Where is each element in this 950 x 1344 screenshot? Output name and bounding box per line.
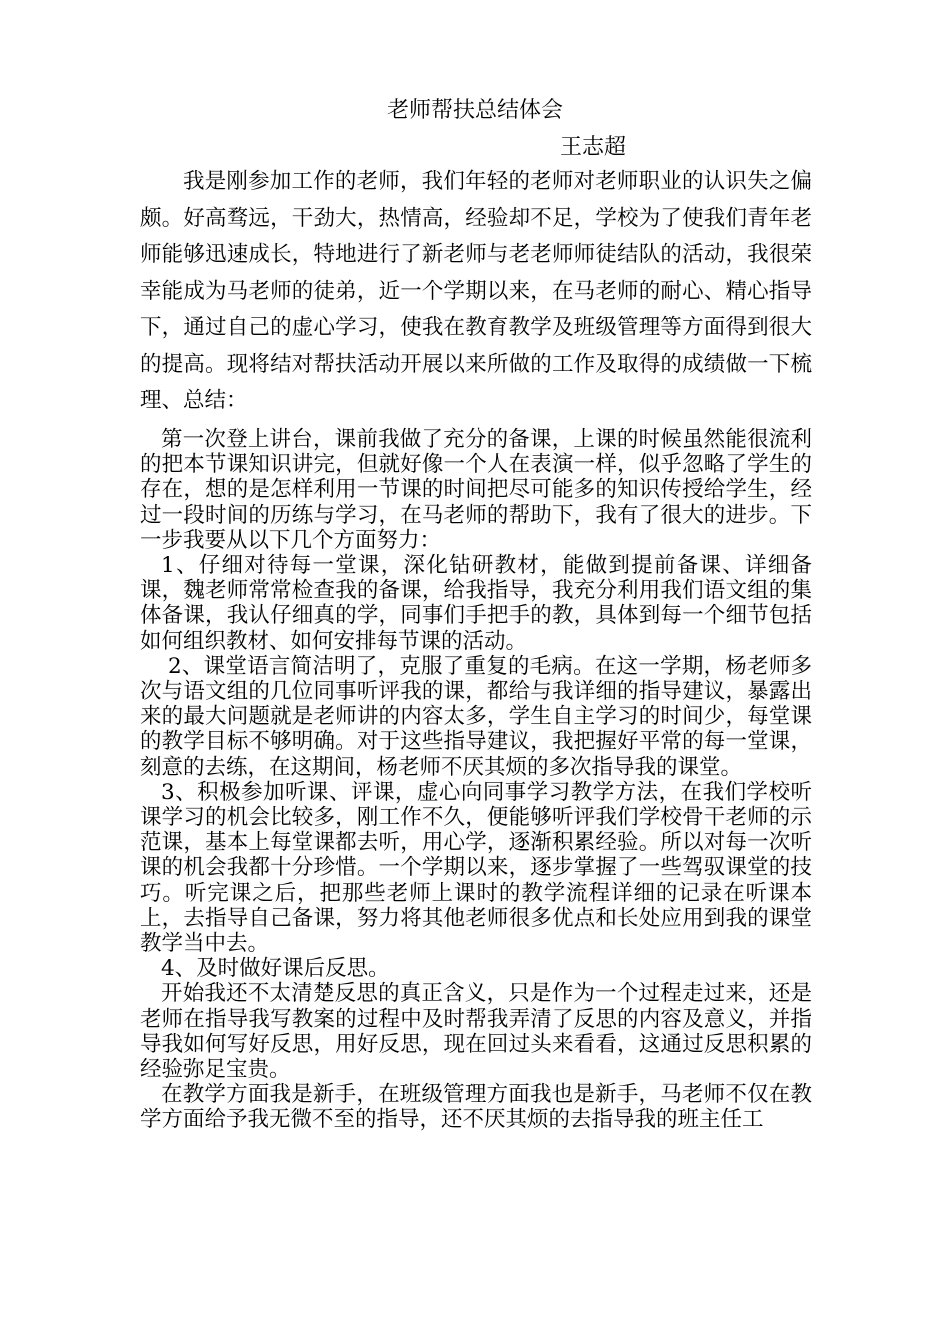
body-paragraph: 1、仔细对待每一堂课，深化钻研教材，能做到提前备课、详细备课，魏老师常常检查我的备课，给我指导，我充分利用我们语文组的集体备课，我认仔细真的学，同事们手把手的教，具体到每一个细节包括如何组织教材、如何安排每节课的活动。 [140,553,812,654]
body-paragraph: 3、积极参加听课、评课，虚心向同事学习教学方法，在我们学校听课学习的机会比较多，刚工作不久，便能够听评我们学校骨干老师的示范课，基本上每堂课都去听，用心学，逐渐积累经验。所以对每一次听课的机会我都十分珍惜。一个学期以来，逐步掌握了一些驾驭课堂的技巧。听完课之后，把那些老师上课时的教学流程详细的记录在听课本上，去指导自己备课，努力将其他老师很多优点和长处应用到我的课堂教学当中去。 [140,779,812,957]
document-title: 老师帮扶总结体会 [386,98,563,123]
body-paragraph: 4、及时做好课后反思。 [161,956,390,982]
document-body [140,427,812,1133]
author-name: 王志超 [560,135,627,160]
body-paragraph: 2、课堂语言简洁明了，克服了重复的毛病。在这一学期，杨老师多次与语文组的几位同事听评我的课，都给与我详细的指导建议，暴露出来的最大问题就是老师讲的内容太多，学生自主学习的时间少，每堂课的教学目标不够明确。对于这些指导建议，我把握好平常的每一堂课，刻意的去练，在这期间，杨老师不厌其烦的多次指导我的课堂。 [140,653,812,780]
body-paragraph: 第一次登上讲台，课前我做了充分的备课，上课的时候虽然能很流利的把本节课知识讲完，但就好像一个人在表演一样，似乎忽略了学生的存在，想的是怎样利用一节课的时间把尽可能多的知识传授给学生，经过一段时间的历练与学习，在马老师的帮助下，我有了很大的进步。下一步我要从以下几个方面努力： [140,427,812,553]
body-paragraph: 在教学方面我是新手，在班级管理方面我也是新手，马老师不仅在教学方面给予我无微不至的指导，还不厌其烦的去指导我的班主任工 [140,1082,812,1133]
intro-paragraph: 我是刚参加工作的老师，我们年轻的老师对老师职业的认识失之偏颇。好高骛远，干劲大，热情高，经验却不足，学校为了使我们青年老师能够迅速成长，特地进行了新老师与老老师师徒结队的活动，我很荣幸能成为马老师的徒弟，近一个学期以来，在马老师的耐心、精心指导下，通过自己的虚心学习，使我在教育教学及班级管理等方面得到很大的提高。现将结对帮扶活动开展以来所做的工作及取得的成绩做一下梳理、总结： [140,169,812,413]
body-paragraph: 开始我还不太清楚反思的真正含义，只是作为一个过程走过来，还是老师在指导我写教案的过程中及时帮我弄清了反思的内容及意义，并指导我如何写好反思，用好反思，现在回过头来看看，这通过反思积累的经验弥足宝贵。 [140,981,812,1083]
